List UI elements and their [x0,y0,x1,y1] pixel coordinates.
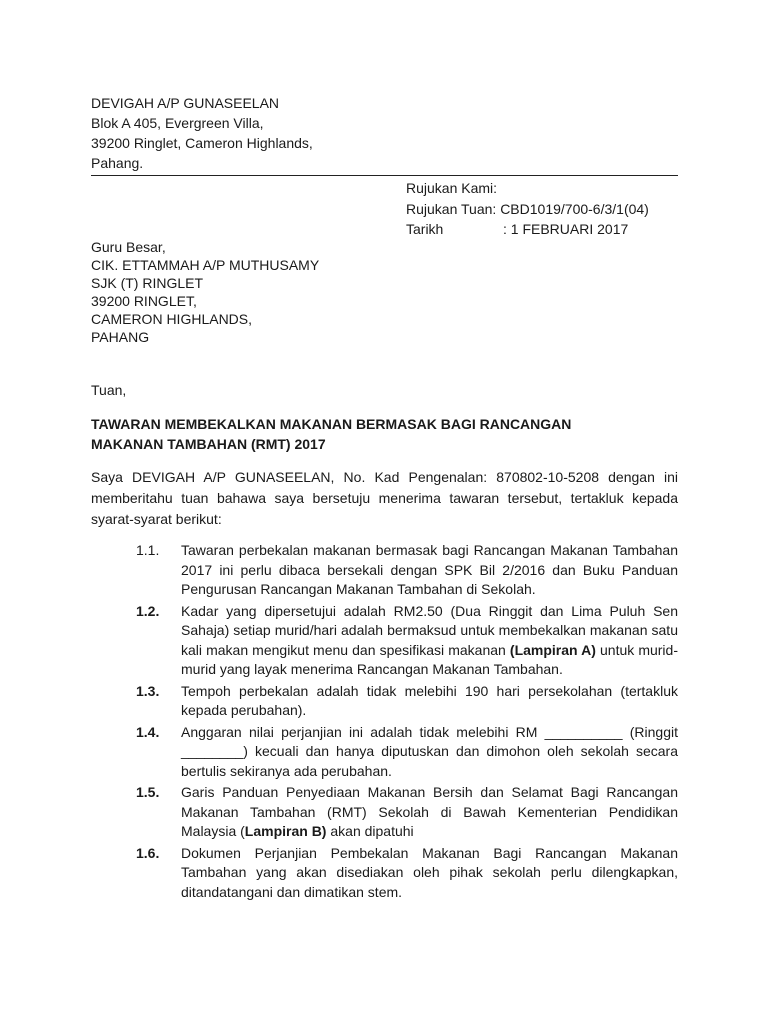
recipient-block [91,238,319,346]
condition-number: 1.6. [136,844,160,861]
recipient-line: SJK (T) RINGLET [91,275,204,291]
recipient-line: 39200 RINGLET, [91,293,197,309]
salutation: Tuan, [91,382,127,398]
your-reference-label: Rujukan Tuan: [406,200,497,217]
condition-item [136,723,678,782]
condition-text: Tawaran perbekalan makanan bermasak bagi Rancangan Makanan Tambahan 2017 ini perlu dibaca bersekali dengan SPK Bil 2/2016 dan Buku Panduan Pengurusan Rancangan Makanan Tambahan di Sekolah. [181,542,678,597]
condition-number: 1.4. [136,723,160,740]
recipient-line: PAHANG [91,329,150,345]
sender-address-line: Blok A 405, Evergreen Villa, [91,115,264,131]
our-reference-label: Rujukan Kami: [406,180,498,196]
condition-text: Kadar yang dipersetujui adalah RM2.50 (Dua Ringgit dan Lima Puluh Sen Sahaja) setiap murid/hari adalah bermaksud untuk membekalkan makanan satu kali makan mengikut menu dan spesifikasi makanan (Lampiran A) untuk murid-murid yang layak menerima Rancangan Makanan Tambahan. [181,602,678,677]
condition-number: 1.2. [136,602,160,619]
your-reference-value: CBD1019/700-6/3/1(04) [500,200,649,217]
condition-item [136,844,678,903]
date-label: Tarikh [406,221,444,237]
condition-item [136,602,678,680]
sender-name: DEVIGAH A/P GUNASEELAN [91,95,280,111]
condition-text: Anggaran nilai perjanjian ini adalah tidak melebihi RM __________ (Ringgit ________) kecuali dan hanya diputuskan dan dimohon oleh sekolah secara bertulis sekiranya ada perubahan. [181,723,678,779]
condition-item [136,541,678,600]
condition-item [136,682,678,721]
date-value: : 1 FEBRUARI 2017 [503,221,629,237]
condition-number: 1.5. [136,784,160,800]
recipient-line: CAMERON HIGHLANDS, [91,311,253,327]
reference-block [406,178,649,240]
subject-line: MAKANAN TAMBAHAN (RMT) 2017 [91,436,326,452]
sender-block [91,93,313,173]
intro-paragraph: Saya DEVIGAH A/P GUNASEELAN, No. Kad Pengenalan: 870802-10-5208 dengan ini memberitahu tuan bahawa saya bersetuju menerima tawaran tersebut, tertakluk kepada syarat-syarat berikut: [91,469,678,527]
letter-subject [91,414,678,454]
sender-address-line: 39200 Ringlet, Cameron Highlands, [91,135,313,151]
condition-text: Dokumen Perjanjian Pembekalan Makanan Bagi Rancangan Makanan Tambahan yang akan disediakan oleh pihak sekolah perlu dilengkapkan, ditandatangani dan dimatikan stem. [181,844,678,900]
date-row [406,219,649,240]
your-reference-row [406,199,649,220]
header-divider [91,175,678,176]
condition-item [136,783,678,842]
recipient-line: CIK. ETTAMMAH A/P MUTHUSAMY [91,257,320,273]
subject-line: TAWARAN MEMBEKALKAN MAKANAN BERMASAK BAGI RANCANGAN [91,416,572,432]
condition-text: Garis Panduan Penyediaan Makanan Bersih dan Selamat Bagi Rancangan Makanan Tambahan (RMT) Sekolah di Bawah Kementerian Pendidikan Malaysia (Lampiran B) akan dipatuhi [181,784,678,839]
conditions-list [136,541,678,904]
sender-address-line: Pahang. [91,155,144,171]
our-reference-row [406,178,649,199]
recipient-line: Guru Besar, [91,239,166,255]
condition-number: 1.3. [136,682,160,699]
condition-number: 1.1. [136,542,160,558]
condition-text: Tempoh perbekalan adalah tidak melebihi 190 hari persekolahan (tertakluk kepada perubahan). [181,682,678,718]
